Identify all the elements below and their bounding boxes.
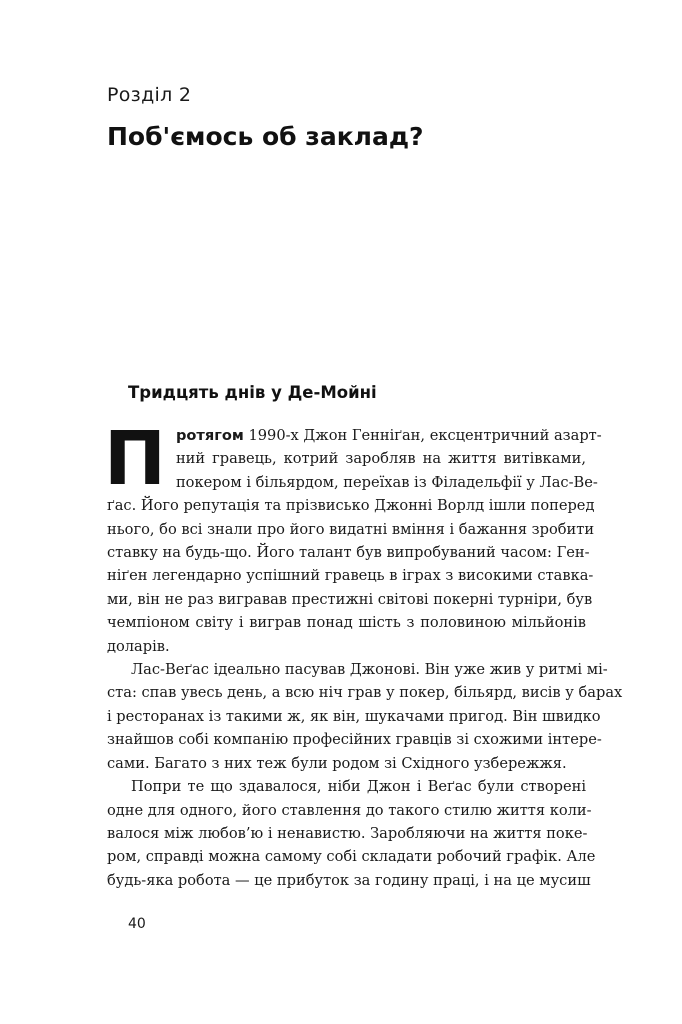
line-text: 1990-х Джон Генніґан, ексцентричний азарт-: [243, 427, 602, 444]
page-number: 40: [128, 916, 146, 932]
text-line: сами. Багато з них теж були родом зі Східного узбережжя.: [107, 754, 567, 772]
text-line: будь-яка робота — це прибуток за годину праці, і на це мусиш: [107, 871, 591, 889]
chapter-label: Розділ 2: [107, 84, 192, 106]
text-line: Лас-Веґас ідеально пасував Джонові. Він уже жив у ритмі мі-: [131, 661, 608, 679]
text-line: ром, справді можна самому собі складати робочий графік. Але: [107, 848, 596, 866]
paragraph-3: [107, 775, 596, 892]
body-text: [104, 416, 623, 892]
lead-word: ротягом: [175, 427, 244, 444]
text-line: ний гравець, котрий заробляв на життя витівками,: [175, 450, 586, 468]
text-line: ставку на будь-що. Його талант був випробуваний часом: Ген-: [107, 544, 590, 562]
text-line: ґас. Його репутація та прізвисько Джонні Ворлд ішли поперед: [107, 497, 595, 515]
text-line: доларів.: [107, 637, 170, 655]
text-line: ста: спав увесь день, а всю ніч грав у покер, більярд, висів у барах: [107, 684, 623, 702]
text-line: чемпіоном світу і виграв понад шість з половиною мільйонів: [107, 614, 586, 632]
text-line: покером і більярдом, переїхав із Філадельфії у Лас-Ве-: [175, 473, 598, 491]
paragraph-2: [107, 658, 623, 775]
text-line: одне для одного, його ставлення до такого стилю життя коли-: [107, 801, 592, 819]
text-line: валося між любов’ю і ненавистю. Заробляючи на життя поке-: [107, 824, 588, 842]
section-heading: Тридцять днів у Де-Мойні: [128, 383, 377, 402]
paragraph-1: [104, 416, 602, 658]
text-line: знайшов собі компанію професійних гравців зі схожими інтере-: [107, 731, 602, 749]
text-line: ми, він не раз вигравав престижні світові покерні турніри, був: [107, 590, 593, 608]
text-line: нього, бо всі знали про його видатні вміння і бажання зробити: [107, 520, 595, 538]
text-line: Попри те що здавалося, ніби Джон і Веґас були створені: [131, 778, 586, 796]
chapter-title: Поб'ємось об заклад?: [107, 122, 424, 151]
text-line: [107, 424, 602, 447]
drop-cap: П: [104, 416, 166, 502]
text-line: ніґен легендарно успішний гравець в іграх з високими ставка-: [107, 567, 594, 585]
text-line: і ресторанах із такими ж, як він, шукачами пригод. Він швидко: [107, 707, 601, 725]
